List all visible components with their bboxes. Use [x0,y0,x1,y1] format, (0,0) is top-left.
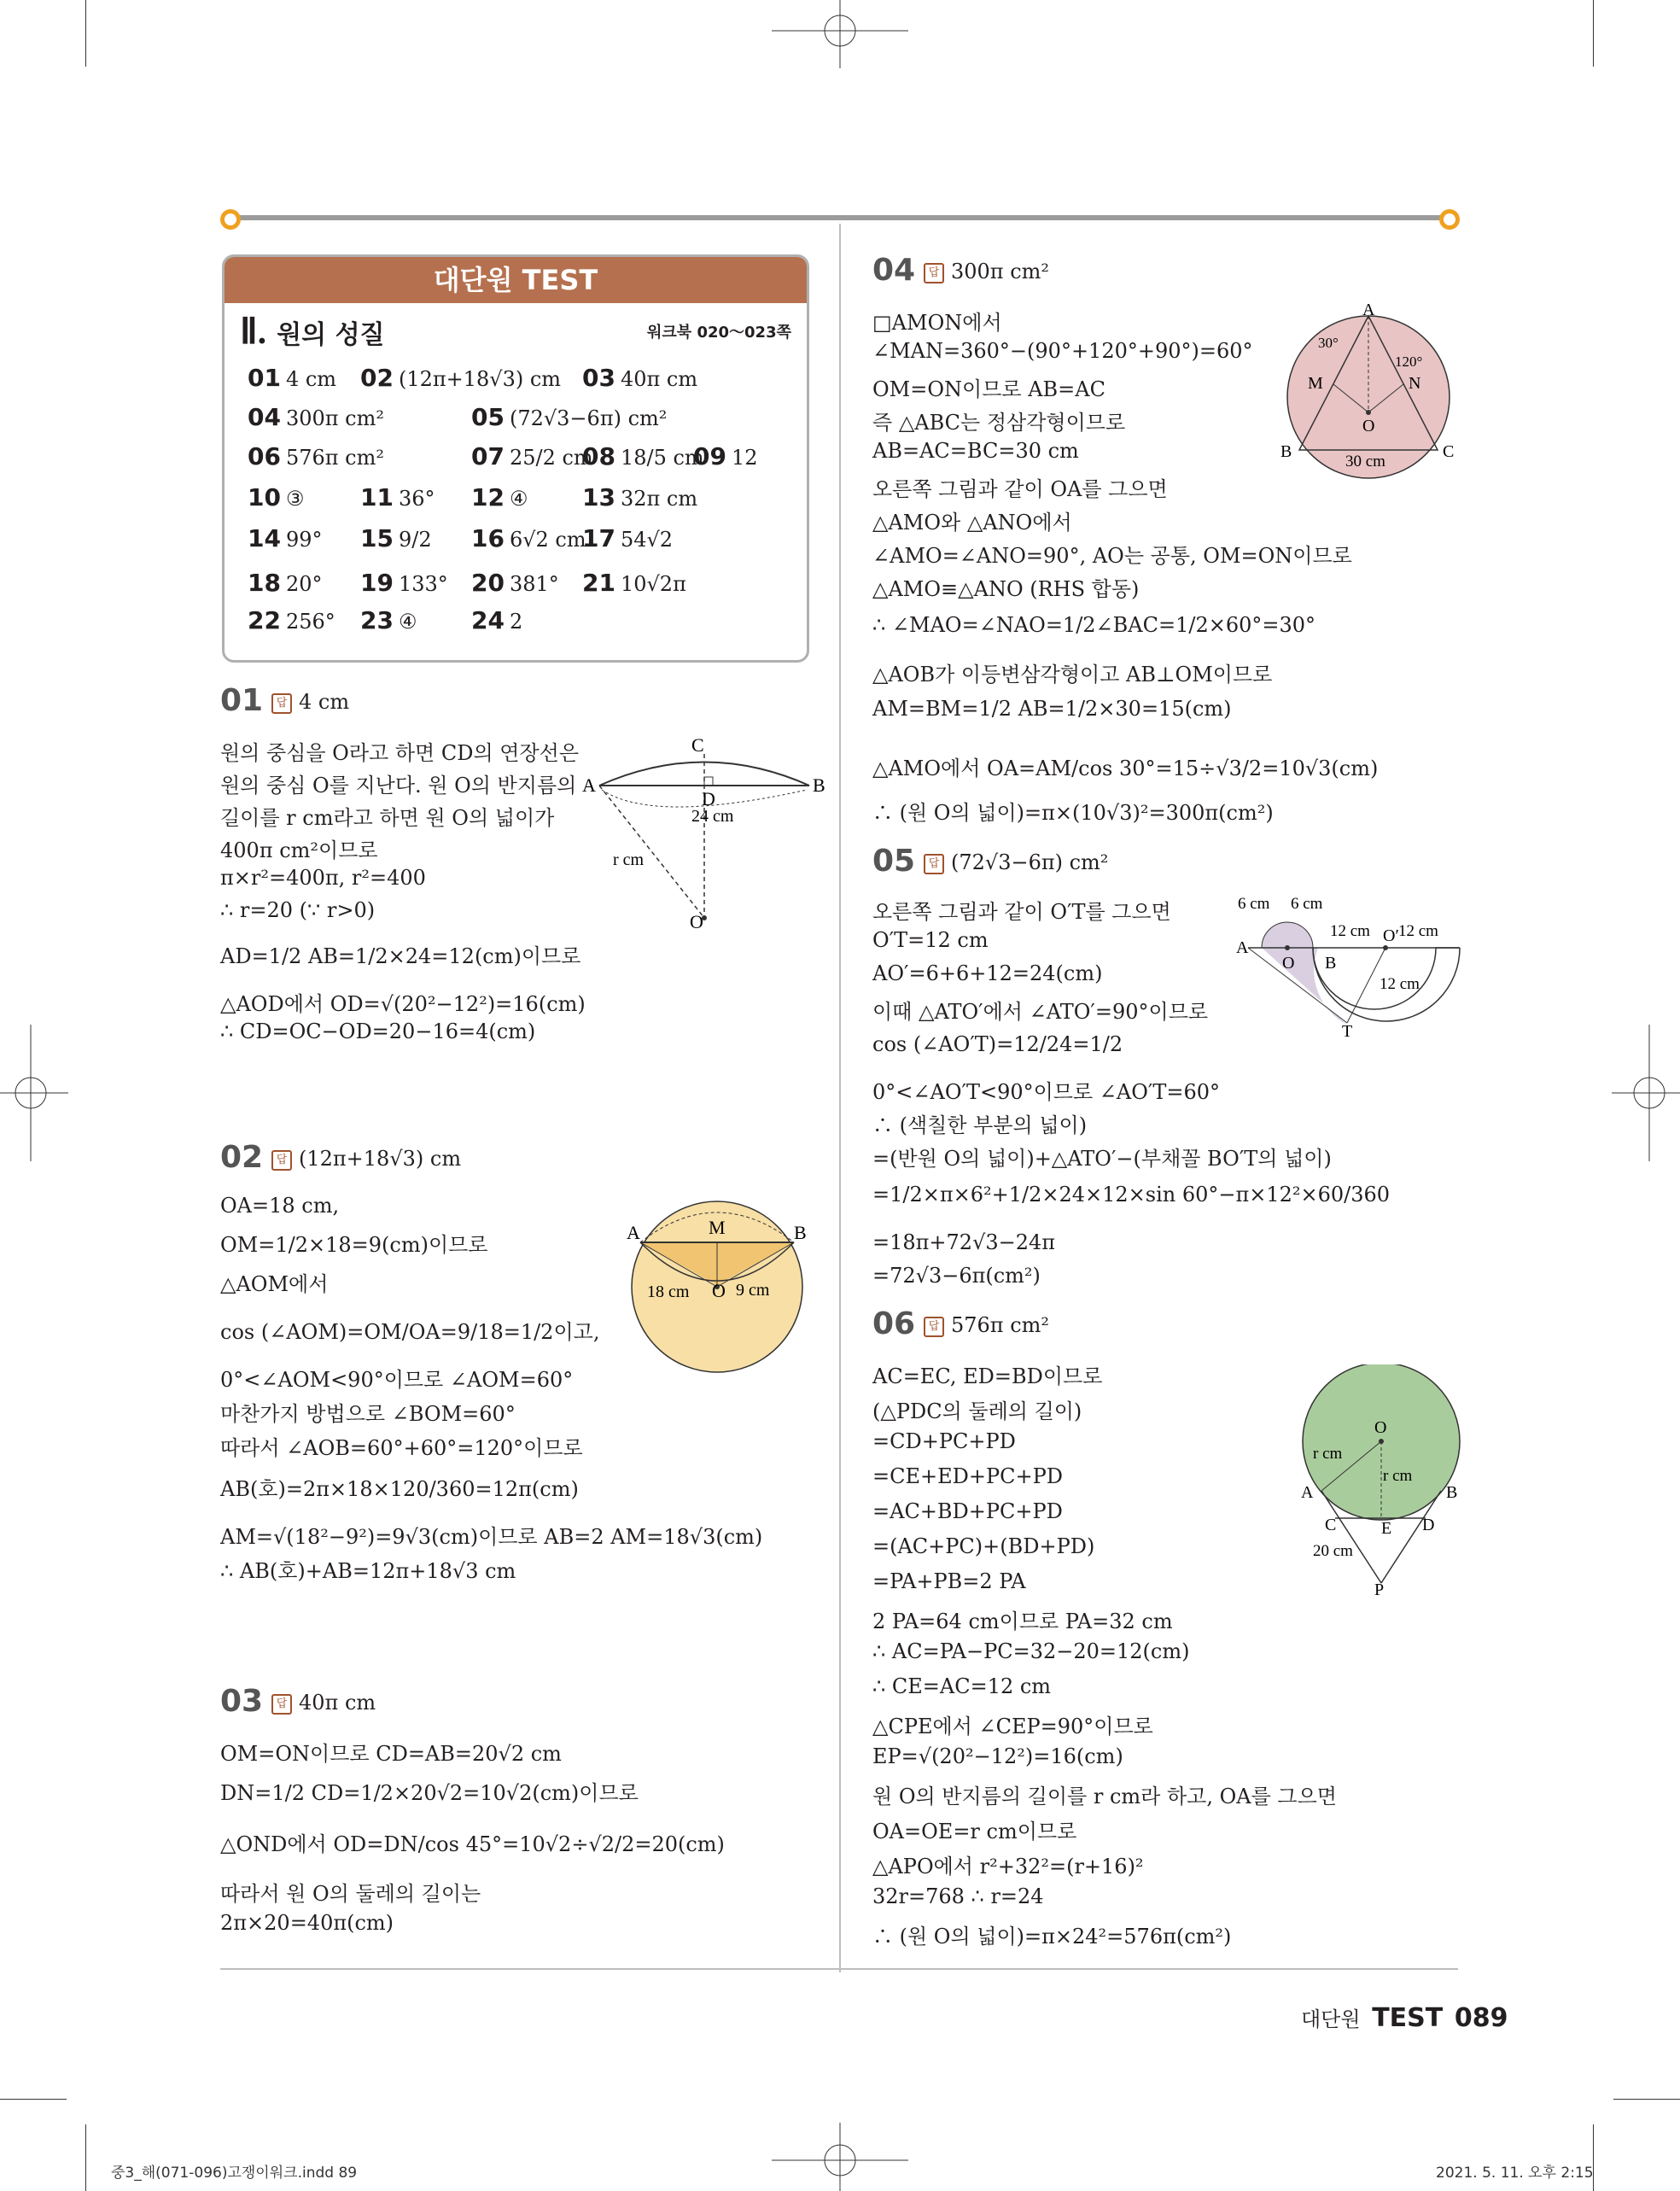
solution-line: △AMO≡△ANO (RHS 합동) [872,577,1140,601]
label-D: D [1422,1516,1435,1534]
label-A: A [1236,938,1249,957]
solution-line: 원 O의 반지름의 길이를 r cm라 하고, OA를 그으면 [872,1785,1337,1808]
answer-number: 16 [471,524,505,552]
answer-number: 23 [360,606,394,634]
solution-line: cos (∠AOM)=OM/OA=9/18=1/2이고, [220,1320,600,1344]
solution-line: ∴ AB(호)+AB=12π+18√3 cm [220,1559,516,1583]
answer-item [360,606,417,634]
answer-number: 10 [248,483,281,511]
label-O: O [712,1280,726,1301]
unit-title [240,310,385,353]
answer-number: 24 [471,606,505,634]
solution-line: cos (∠AO′T)=12/24=1/2 [872,1032,1123,1056]
answer-value: ③ [285,487,305,511]
answer-number: 15 [360,524,394,552]
label-B: B [1325,954,1337,973]
solution-line: 오른쪽 그림과 같이 OA를 그으면 [872,477,1168,501]
label-length-5: 12 cm [1380,975,1420,993]
answer-item [248,483,304,511]
answer-item [248,403,384,431]
answer-item [471,442,593,470]
answer-number: 18 [248,569,281,597]
solution-line: AD=1/2 AB=1/2×24=12(cm)이므로 [220,944,581,968]
answer-value: 40π cm [620,367,698,391]
question-number: 05 [872,844,916,879]
label-A: A [1301,1483,1314,1502]
answer-value: 133° [398,572,448,596]
solution-line: 2 PA=64 cm이므로 PA=32 cm [872,1610,1173,1633]
label-O: O [1282,954,1295,973]
question-answer: 답 (12π+18√3) cm [271,1147,461,1171]
label-T: T [1342,1022,1353,1037]
question-number: 06 [872,1306,916,1341]
label-length-2: 9 cm [736,1281,770,1300]
label-A: A [582,774,596,796]
solution-line: =CE+ED+PC+PD [872,1464,1063,1488]
registration-mark [772,0,908,68]
solution-line: OA=18 cm, [220,1194,340,1218]
answer-value: 256° [285,610,335,634]
answer-number: 20 [471,569,505,597]
answer-value: (72√3−6π) cm² [509,406,668,430]
solution-line: 32r=768 ∴ r=24 [872,1884,1044,1908]
label-A: A [627,1222,640,1243]
answer-number: 21 [582,569,615,597]
solution-line: AC=EC, ED=BD이므로 [872,1364,1103,1388]
solution-line: ∴ CE=AC=12 cm [872,1674,1052,1698]
crop-mark [1613,2099,1680,2100]
solution-line: π×r²=400π, r²=400 [220,866,426,890]
label-radius-2: r cm [1383,1467,1413,1485]
label-C: C [691,734,704,756]
label-length: 20 cm [1313,1542,1353,1560]
answer-item [360,569,448,597]
answer-value: 36° [398,487,435,511]
header-rule-dot [1439,209,1460,230]
registration-mark [1612,1025,1680,1161]
question-number: 01 [220,683,264,718]
figure-semicircles [1236,888,1467,1037]
label-length: 24 cm [691,807,734,826]
page-footer [1301,2002,1508,2033]
answer-number: 03 [582,364,615,392]
answer-item [471,403,667,431]
solution-line: OM=ON이므로 CD=AB=20√2 cm [220,1742,562,1766]
answer-item [248,606,335,634]
solution-line: 2π×20=40π(cm) [220,1911,394,1935]
crop-mark [0,2099,67,2100]
answer-number: 19 [360,569,394,597]
question-answer: 답 300π cm² [924,260,1049,283]
answer-item [582,442,704,470]
solution-line: ∴ AC=PA−PC=32−20=12(cm) [872,1639,1190,1663]
solution-line: ∴ ∠MAO=∠NAO=1/2∠BAC=1/2×60°=30° [872,613,1316,637]
label-angle-2: 120° [1395,353,1423,370]
solution-line: ∴ (색칠한 부분의 넓이) [872,1113,1088,1137]
answer-value: 4 cm [285,367,337,391]
solution-line: 마찬가지 방법으로 ∠BOM=60° [220,1402,516,1426]
page-number: 089 [1454,2003,1508,2033]
label-D: D [702,788,715,809]
answer-number: 04 [248,403,281,431]
answer-number: 02 [360,364,394,392]
answer-value: 6√2 cm [509,528,586,552]
label-A: A [1362,303,1375,319]
answer-number: 01 [248,364,281,392]
solution-line: ∴ (원 O의 넓이)=π×24²=576π(cm²) [872,1925,1232,1949]
label-B: B [794,1222,807,1243]
label-length-3: 12 cm [1330,922,1370,940]
label-O: O [690,911,703,932]
label-E: E [1381,1519,1392,1538]
crop-mark [85,0,86,67]
solution-line: 오른쪽 그림과 같이 O′T를 그으면 [872,900,1171,924]
solution-line: △APO에서 r²+32²=(r+16)² [872,1855,1144,1878]
figure-inscribed-triangle [1280,303,1468,487]
solution-line: =(반원 O의 넓이)+△ATO′−(부채꼴 BO′T의 넓이) [872,1147,1332,1171]
solution-line: 원의 중심 O를 지난다. 원 O의 반지름의 [220,774,577,798]
solution-line: AB=AC=BC=30 cm [872,439,1079,463]
solution-line: AM=BM=1/2 AB=1/2×30=15(cm) [872,697,1232,721]
solution-line: △AOB가 이등변삼각형이고 AB⊥OM이므로 [872,663,1273,687]
label-O: O [1374,1418,1387,1437]
solution-line: OA=OE=r cm이므로 [872,1820,1077,1843]
answer-number: 08 [582,442,615,470]
answer-value: 576π cm² [285,446,384,470]
solution-line: =(AC+PC)+(BD+PD) [872,1534,1095,1558]
answer-value: 9/2 [398,528,432,552]
solution-line: =18π+72√3−24π [872,1230,1056,1254]
solution-line: EP=√(20²−12²)=16(cm) [872,1744,1123,1768]
question-answer: 답 576π cm² [924,1313,1049,1337]
solution-line: ∠MAN=360°−(90°+120°+90°)=60° [872,339,1253,363]
footer-test: TEST [1372,2003,1444,2033]
answer-value: ④ [398,610,417,634]
answer-item [248,569,323,597]
label-O: O [1362,417,1375,435]
answer-number: 12 [471,483,505,511]
solution-line: O′T=12 cm [872,928,989,952]
answer-value: 54√2 [620,528,674,552]
solution-line: △AMO와 △ANO에서 [872,511,1072,535]
label-B: B [813,774,825,796]
crop-mark [1593,0,1594,67]
answer-value: 32π cm [620,487,698,511]
label-B: B [1446,1483,1458,1502]
answer-number: 11 [360,483,394,511]
answer-value: 99° [285,528,323,552]
label-length-4: 12 cm [1398,922,1438,940]
label-length: 30 cm [1345,453,1385,470]
answer-number: 22 [248,606,281,634]
label-O-prime: O′ [1383,926,1399,945]
answer-value: (12π+18√3) cm [398,367,562,391]
solution-line: ∴ r=20 (∵ r>0) [220,898,376,922]
solution-line: AB(호)=2π×18×120/360=12π(cm) [220,1477,579,1501]
answer-item [360,524,432,552]
answer-item [582,364,697,392]
figure-tangent-circle [1298,1364,1468,1595]
answer-item [582,524,673,552]
solution-line: DN=1/2 CD=1/2×20√2=10√2(cm)이므로 [220,1781,639,1805]
answer-number: 14 [248,524,281,552]
solution-line: 길이를 r cm라고 하면 원 O의 넓이가 [220,806,555,830]
label-length-1: 18 cm [647,1282,690,1301]
answer-value: 18/5 cm [620,446,704,470]
footer-label: 대단원 [1301,2007,1361,2031]
label-C: C [1443,442,1455,461]
answer-item [360,364,561,392]
registration-mark [0,1025,68,1161]
label-N: N [1409,374,1421,393]
answer-item [582,483,697,511]
footer-rule [220,1968,1458,1970]
answer-item [471,524,586,552]
solution-line: 즉 △ABC는 정삼각형이므로 [872,411,1126,435]
solution-line: ∴ CD=OC−OD=20−16=4(cm) [220,1020,536,1043]
file-slug: 중3_해(071-096)고쟁이워크.indd 89 [111,2165,358,2182]
label-radius-1: r cm [1313,1445,1343,1463]
answer-item [582,569,686,597]
answer-number: 17 [582,524,615,552]
answer-value: ④ [509,487,528,511]
label-angle-1: 30° [1318,335,1339,351]
label-P: P [1374,1580,1385,1595]
figure-folded-circle [623,1191,820,1388]
question-answer: 답 40π cm [271,1691,376,1715]
solution-line: =1/2×π×6²+1/2×24×12×sin 60°−π×12²×60/360 [872,1183,1391,1207]
label-M: M [709,1217,726,1238]
solution-line: 0°<∠AO′T<90°이므로 ∠AO′T=60° [872,1080,1221,1104]
solution-line: =AC+BD+PC+PD [872,1499,1063,1523]
label-radius: r cm [613,850,645,869]
solution-line: OM=1/2×18=9(cm)이므로 [220,1233,488,1257]
unit-roman: Ⅱ. [240,313,267,352]
solution-line: △AMO에서 OA=AM/cos 30°=15÷√3/2=10√3(cm) [872,757,1379,780]
answer-value: 20° [285,572,323,596]
figure-circle-chord [580,730,828,935]
answer-item [471,569,559,597]
answer-value: 2 [509,610,523,634]
solution-line: 400π cm²이므로 [220,838,378,862]
answer-box-header: 대단원 TEST [225,257,807,303]
solution-line: OM=ON이므로 AB=AC [872,377,1105,401]
label-length-1: 6 cm [1238,895,1270,913]
solution-line: AM=√(18²−9²)=9√3(cm)이므로 AB=2 AM=18√3(cm) [220,1525,763,1549]
crop-mark [85,2124,86,2191]
solution-line: ∠AMO=∠ANO=90°, AO는 공통, OM=ON이므로 [872,544,1352,568]
answer-value: 300π cm² [285,406,384,430]
label-C: C [1325,1516,1337,1534]
answer-item [693,442,758,470]
question-number: 02 [220,1140,264,1175]
question-answer: 답 (72√3−6π) cm² [924,850,1108,874]
solution-line: 따라서 원 O의 둘레의 길이는 [220,1882,481,1906]
answer-badge: 답 [271,693,292,714]
solution-line: =72√3−6π(cm²) [872,1264,1041,1288]
label-M: M [1308,374,1323,393]
question-number: 03 [220,1684,264,1719]
registration-mark [772,2123,908,2191]
label-B: B [1280,442,1292,461]
solution-line: 이때 △ATO′에서 ∠ATO′=90°이므로 [872,1000,1209,1024]
answer-value: 25/2 cm [509,446,593,470]
solution-line: △AOM에서 [220,1272,329,1296]
question-number: 04 [872,253,916,288]
solution-line: 따라서 ∠AOB=60°+60°=120°이므로 [220,1436,583,1460]
question-answer: 답 4 cm [271,690,349,714]
answer-value: 12 [731,446,758,470]
solution-line: =PA+PB=2 PA [872,1569,1026,1593]
header-rule [229,215,1451,220]
answer-item [248,442,384,470]
answer-value: 381° [509,572,559,596]
answer-number: 07 [471,442,505,470]
workbook-reference: 워크북 020～023쪽 [647,324,791,342]
answer-item [248,524,323,552]
answer-item [471,606,522,634]
solution-line: (△PDC의 둘레의 길이) [872,1399,1082,1423]
solution-line: AO′=6+6+12=24(cm) [872,961,1103,985]
answer-number: 13 [582,483,615,511]
label-length-2: 6 cm [1291,895,1323,913]
solution-line: □AMON에서 [872,311,1002,335]
answer-item [471,483,528,511]
date-slug: 2021. 5. 11. 오후 2:15 [1436,2165,1594,2182]
unit-name: 원의 성질 [277,320,385,350]
solution-line: 원의 중심을 O라고 하면 CD의 연장선은 [220,741,580,765]
answer-item [248,364,336,392]
header-rule-dot [220,209,241,230]
solution-line: △AOD에서 OD=√(20²−12²)=16(cm) [220,992,586,1016]
solution-line: △OND에서 OD=DN/cos 45°=10√2÷√2/2=20(cm) [220,1832,725,1856]
answer-number: 05 [471,403,505,431]
column-divider [839,224,841,1972]
solution-line: =CD+PC+PD [872,1429,1016,1453]
solution-line: 0°<∠AOM<90°이므로 ∠AOM=60° [220,1368,574,1392]
answer-value: 10√2π [620,572,686,596]
answer-item [360,483,435,511]
solution-line: ∴ (원 O의 넓이)=π×(10√3)²=300π(cm²) [872,801,1274,825]
answer-number: 09 [693,442,726,470]
solution-line: △CPE에서 ∠CEP=90°이므로 [872,1715,1153,1738]
answer-number: 06 [248,442,281,470]
